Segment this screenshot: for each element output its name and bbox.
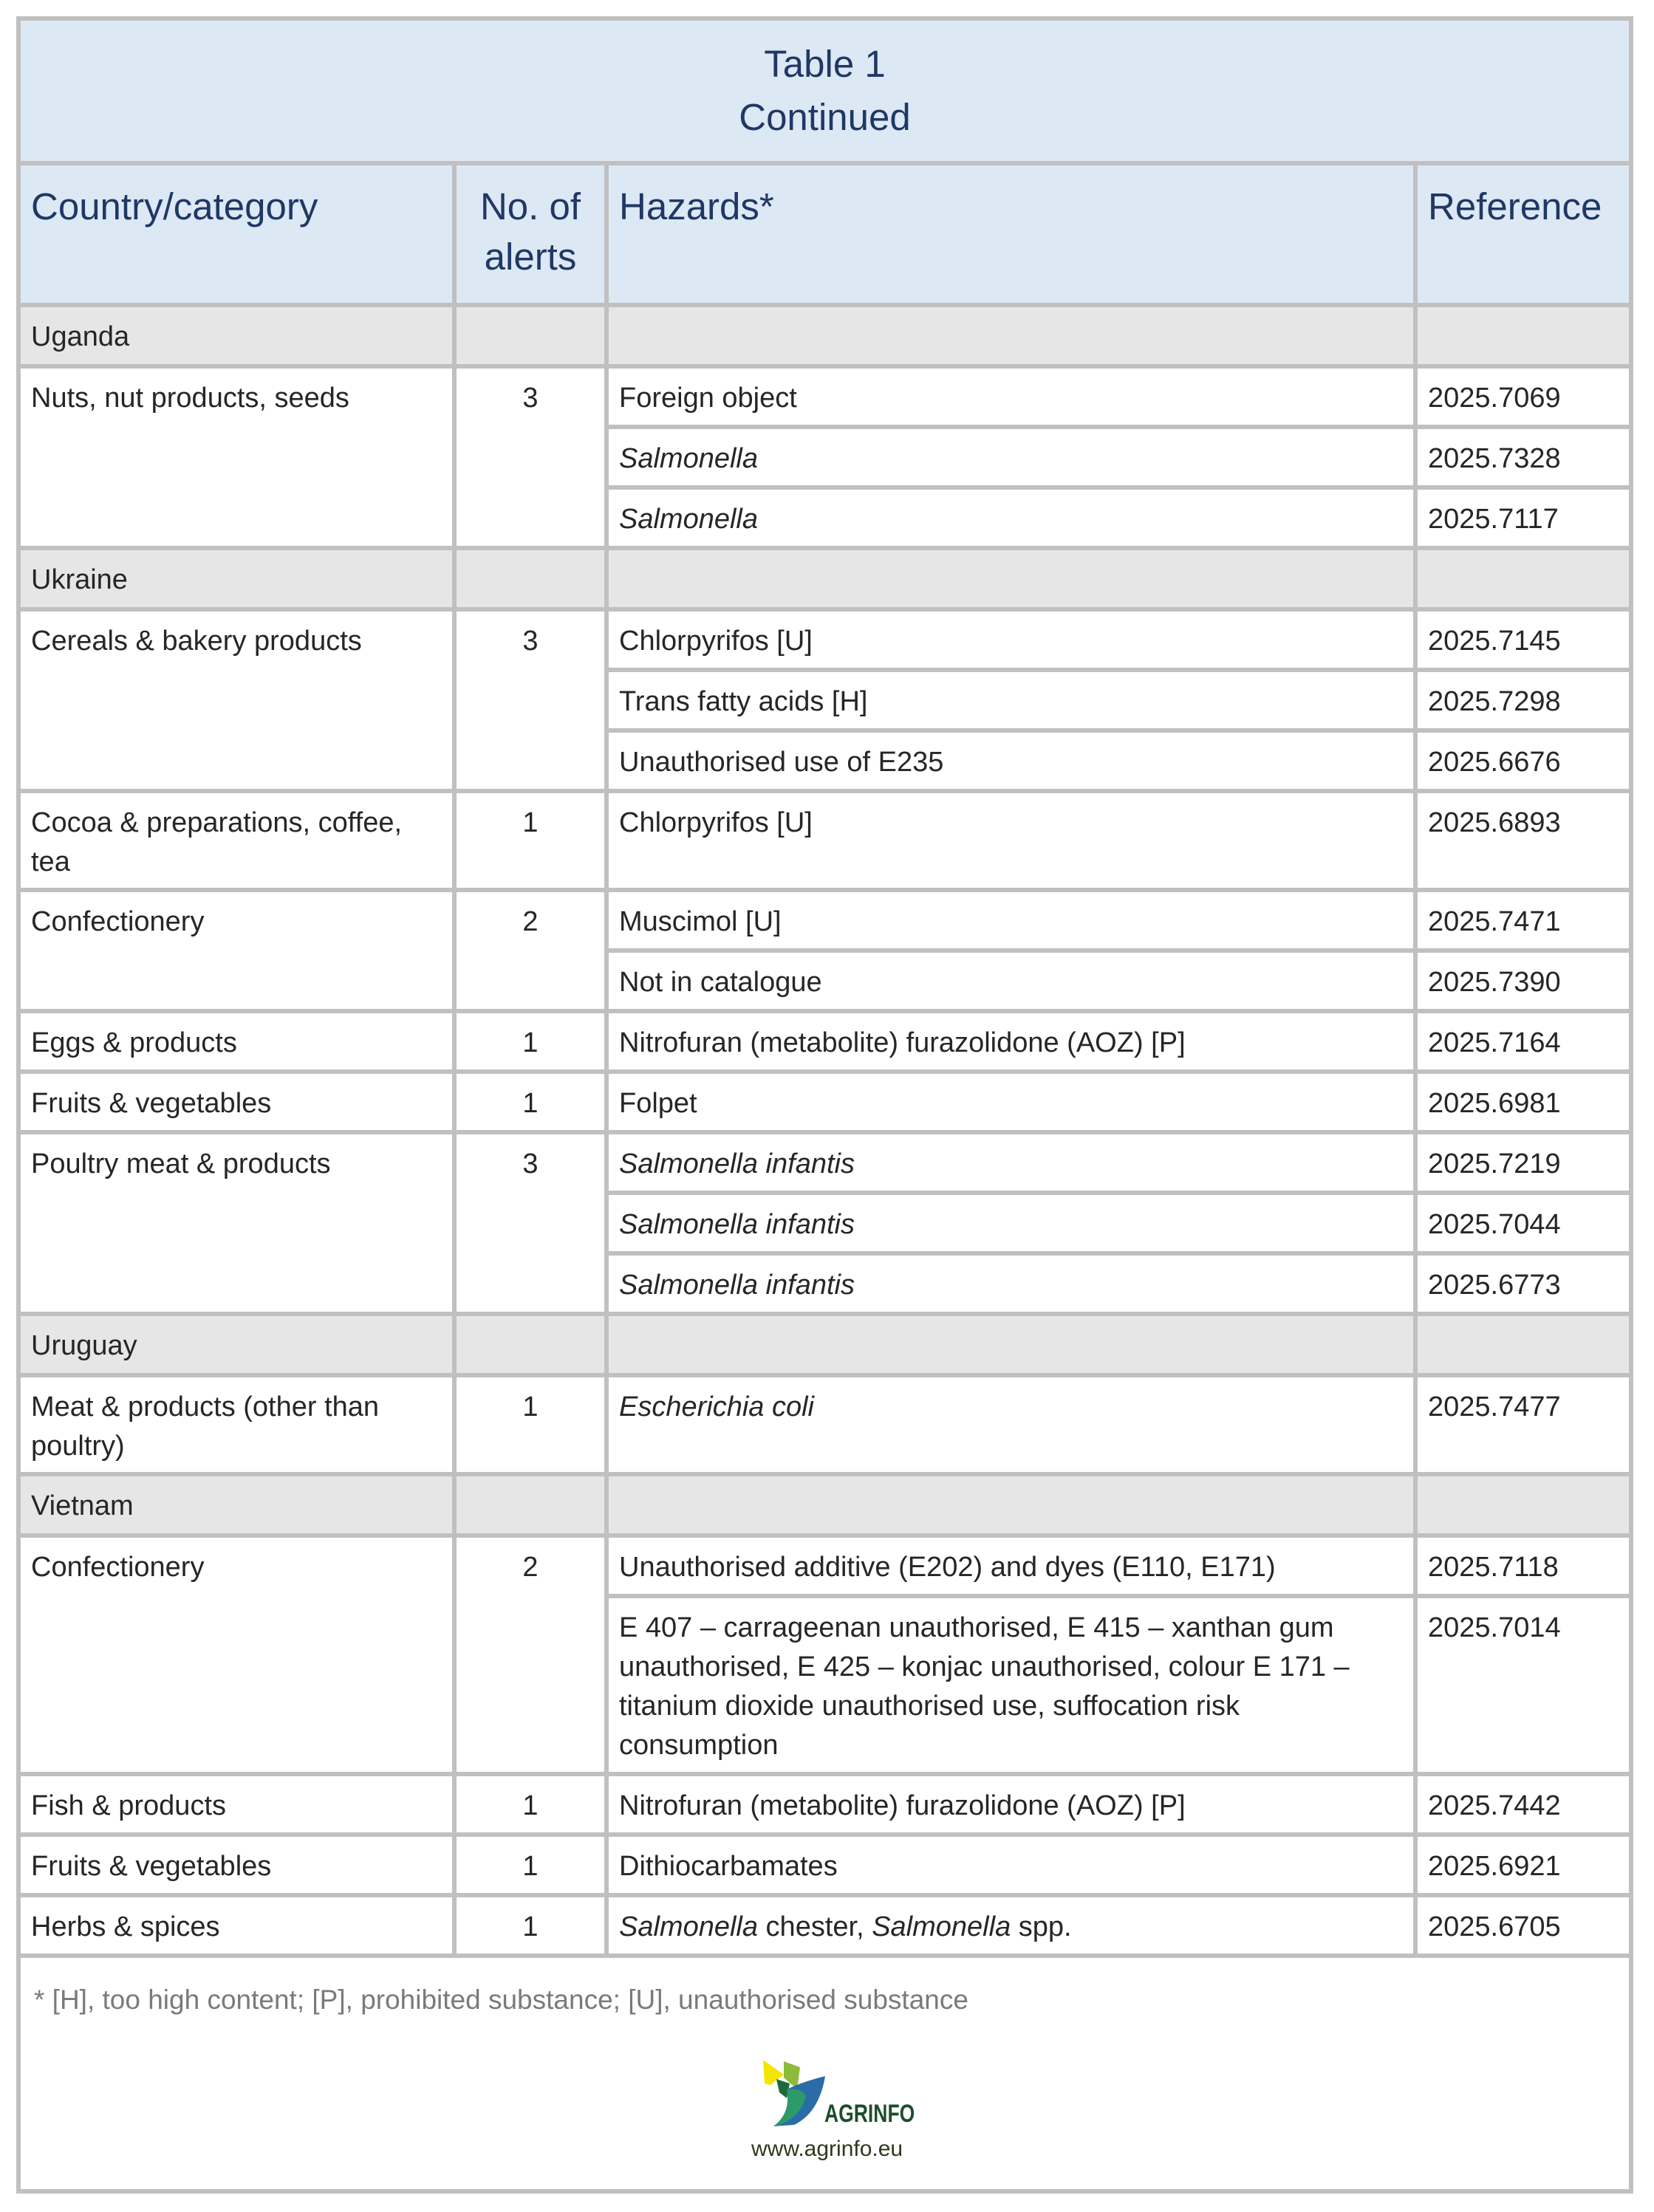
alert-count: 1 xyxy=(454,1774,606,1835)
alert-count: 3 xyxy=(454,1132,606,1314)
hazard-cell xyxy=(606,1774,1415,1835)
hazard-cell xyxy=(606,1072,1415,1132)
hazard-text: Not in catalogue xyxy=(619,967,822,998)
reference-number: 2025.7044 xyxy=(1415,1193,1629,1253)
reference-number: 2025.6705 xyxy=(1415,1895,1629,1956)
hazard-cell xyxy=(606,1011,1415,1072)
empty-cell xyxy=(606,1314,1415,1375)
alert-count: 1 xyxy=(454,1072,606,1132)
reference-number: 2025.7219 xyxy=(1415,1132,1629,1193)
reference-number: 2025.7117 xyxy=(1415,487,1629,548)
reference-number: 2025.7477 xyxy=(1415,1375,1629,1474)
hazard-text: Dithiocarbamates xyxy=(619,1851,838,1882)
category-name: Cereals & bakery products xyxy=(21,609,454,791)
hazard-cell xyxy=(606,1535,1415,1596)
alerts-table xyxy=(21,165,1629,1958)
hazard-cell xyxy=(606,670,1415,730)
country-name: Uruguay xyxy=(21,1314,454,1375)
country-section-row xyxy=(21,305,1629,366)
hazard-organism-name: Salmonella xyxy=(619,1911,758,1942)
agrinfo-logo-text: AGRINFO xyxy=(824,2100,915,2128)
category-row xyxy=(21,1895,1629,1956)
category-row xyxy=(21,1011,1629,1072)
empty-cell xyxy=(454,1314,606,1375)
country-name: Vietnam xyxy=(21,1474,454,1535)
reference-number: 2025.7471 xyxy=(1415,890,1629,951)
category-row xyxy=(21,1835,1629,1895)
hazard-cell xyxy=(606,1895,1415,1956)
empty-cell xyxy=(606,548,1415,609)
hazard-text: Salmonella infantis xyxy=(619,1148,855,1179)
category-name: Cocoa & preparations, coffee, tea xyxy=(21,791,454,890)
category-name: Confectionery xyxy=(21,1535,454,1774)
hazard-cell xyxy=(606,890,1415,951)
footnote: * [H], too high content; [P], prohibited substance; [U], unauthorised substance xyxy=(34,1985,968,2015)
country-name: Uganda xyxy=(21,305,454,366)
hazard-text: Unauthorised additive (E202) and dyes (E110, E171) xyxy=(619,1552,1276,1583)
reference-number: 2025.7118 xyxy=(1415,1535,1629,1596)
hazard-text: Foreign object xyxy=(619,383,797,414)
reference-number: 2025.7014 xyxy=(1415,1596,1629,1774)
table-frame xyxy=(16,16,1633,2194)
empty-cell xyxy=(606,1474,1415,1535)
alert-count: 1 xyxy=(454,791,606,890)
hazard-cell xyxy=(606,1193,1415,1253)
category-row xyxy=(21,366,1629,427)
category-row xyxy=(21,1072,1629,1132)
reference-number: 2025.6981 xyxy=(1415,1072,1629,1132)
hazard-text: Salmonella infantis xyxy=(619,1270,855,1301)
column-header-alerts: No. of alerts xyxy=(454,165,606,305)
category-row xyxy=(21,791,1629,890)
empty-cell xyxy=(1415,305,1629,366)
hazard-text: Trans fatty acids [H] xyxy=(619,686,868,717)
hazard-cell xyxy=(606,951,1415,1011)
table-title xyxy=(21,21,1629,165)
reference-number: 2025.7164 xyxy=(1415,1011,1629,1072)
category-name: Fruits & vegetables xyxy=(21,1072,454,1132)
hazard-text: Folpet xyxy=(619,1088,697,1119)
reference-number: 2025.6676 xyxy=(1415,730,1629,791)
hazard-text: chester, xyxy=(758,1911,872,1942)
empty-cell xyxy=(1415,548,1629,609)
column-header-hazards: Hazards* xyxy=(606,165,1415,305)
hazard-text: Unauthorised use of E235 xyxy=(619,747,944,778)
empty-cell xyxy=(454,305,606,366)
hazard-text: Chlorpyrifos [U] xyxy=(619,807,813,838)
category-name: Meat & products (other than poultry) xyxy=(21,1375,454,1474)
category-name: Fish & products xyxy=(21,1774,454,1835)
country-name: Ukraine xyxy=(21,548,454,609)
hazard-cell xyxy=(606,487,1415,548)
alert-count: 1 xyxy=(454,1375,606,1474)
hazard-cell xyxy=(606,427,1415,487)
table-body xyxy=(21,305,1629,1956)
category-row xyxy=(21,1774,1629,1835)
hazard-cell xyxy=(606,791,1415,890)
country-section-row xyxy=(21,1314,1629,1375)
reference-number: 2025.7390 xyxy=(1415,951,1629,1011)
hazard-text: Nitrofuran (metabolite) furazolidone (AOZ) [P] xyxy=(619,1027,1186,1058)
alert-count: 2 xyxy=(454,1535,606,1774)
category-row xyxy=(21,1375,1629,1474)
reference-number: 2025.7069 xyxy=(1415,366,1629,427)
column-header-row xyxy=(21,165,1629,305)
hazard-text: Chlorpyrifos [U] xyxy=(619,626,813,657)
hazard-cell xyxy=(606,1596,1415,1774)
column-header-country: Country/category xyxy=(21,165,454,305)
hazard-cell xyxy=(606,1375,1415,1474)
category-name: Herbs & spices xyxy=(21,1895,454,1956)
hazard-cell xyxy=(606,1253,1415,1314)
table-footer xyxy=(21,1964,1629,2189)
category-name: Poultry meat & products xyxy=(21,1132,454,1314)
reference-number: 2025.7442 xyxy=(1415,1774,1629,1835)
alert-count: 1 xyxy=(454,1011,606,1072)
reference-number: 2025.7298 xyxy=(1415,670,1629,730)
table-title-line1: Table 1 xyxy=(764,43,886,85)
hazard-text: Salmonella xyxy=(619,504,758,535)
category-row xyxy=(21,890,1629,951)
empty-cell xyxy=(606,305,1415,366)
hazard-text: Salmonella infantis xyxy=(619,1209,855,1240)
alert-count: 1 xyxy=(454,1895,606,1956)
empty-cell xyxy=(1415,1314,1629,1375)
category-row xyxy=(21,1132,1629,1193)
empty-cell xyxy=(454,548,606,609)
alert-count: 3 xyxy=(454,366,606,548)
reference-number: 2025.7145 xyxy=(1415,609,1629,670)
hazard-text: Salmonella xyxy=(619,443,758,474)
category-row xyxy=(21,609,1629,670)
hazard-text: E 407 – carrageenan unauthorised, E 415 – xanthan gum unauthorised, E 425 – konjac unauthorised, colour E 171 – titanium dioxide unauthorised use, suffocation risk consumption xyxy=(619,1612,1350,1761)
category-name: Eggs & products xyxy=(21,1011,454,1072)
hazard-text: Nitrofuran (metabolite) furazolidone (AOZ) [P] xyxy=(619,1790,1186,1821)
country-section-row xyxy=(21,548,1629,609)
hazard-cell xyxy=(606,366,1415,427)
agrinfo-logo xyxy=(747,2054,932,2172)
hazard-text: Muscimol [U] xyxy=(619,906,782,937)
column-header-reference: Reference xyxy=(1415,165,1629,305)
table-title-line2: Continued xyxy=(739,96,911,138)
alert-count: 1 xyxy=(454,1835,606,1895)
reference-number: 2025.7328 xyxy=(1415,427,1629,487)
agrinfo-url: www.agrinfo.eu xyxy=(751,2137,903,2161)
hazard-organism-name: Salmonella xyxy=(872,1911,1011,1942)
hazard-cell xyxy=(606,1835,1415,1895)
category-name: Confectionery xyxy=(21,890,454,1011)
reference-number: 2025.6773 xyxy=(1415,1253,1629,1314)
category-row xyxy=(21,1535,1629,1596)
category-name: Nuts, nut products, seeds xyxy=(21,366,454,548)
hazard-cell xyxy=(606,609,1415,670)
reference-number: 2025.6893 xyxy=(1415,791,1629,890)
empty-cell xyxy=(1415,1474,1629,1535)
reference-number: 2025.6921 xyxy=(1415,1835,1629,1895)
country-section-row xyxy=(21,1474,1629,1535)
hazard-cell xyxy=(606,1132,1415,1193)
hazard-text: spp. xyxy=(1011,1911,1072,1942)
alert-count: 3 xyxy=(454,609,606,791)
hazard-text: Escherichia coli xyxy=(619,1391,814,1422)
alert-count: 2 xyxy=(454,890,606,1011)
hazard-cell xyxy=(606,730,1415,791)
empty-cell xyxy=(454,1474,606,1535)
category-name: Fruits & vegetables xyxy=(21,1835,454,1895)
